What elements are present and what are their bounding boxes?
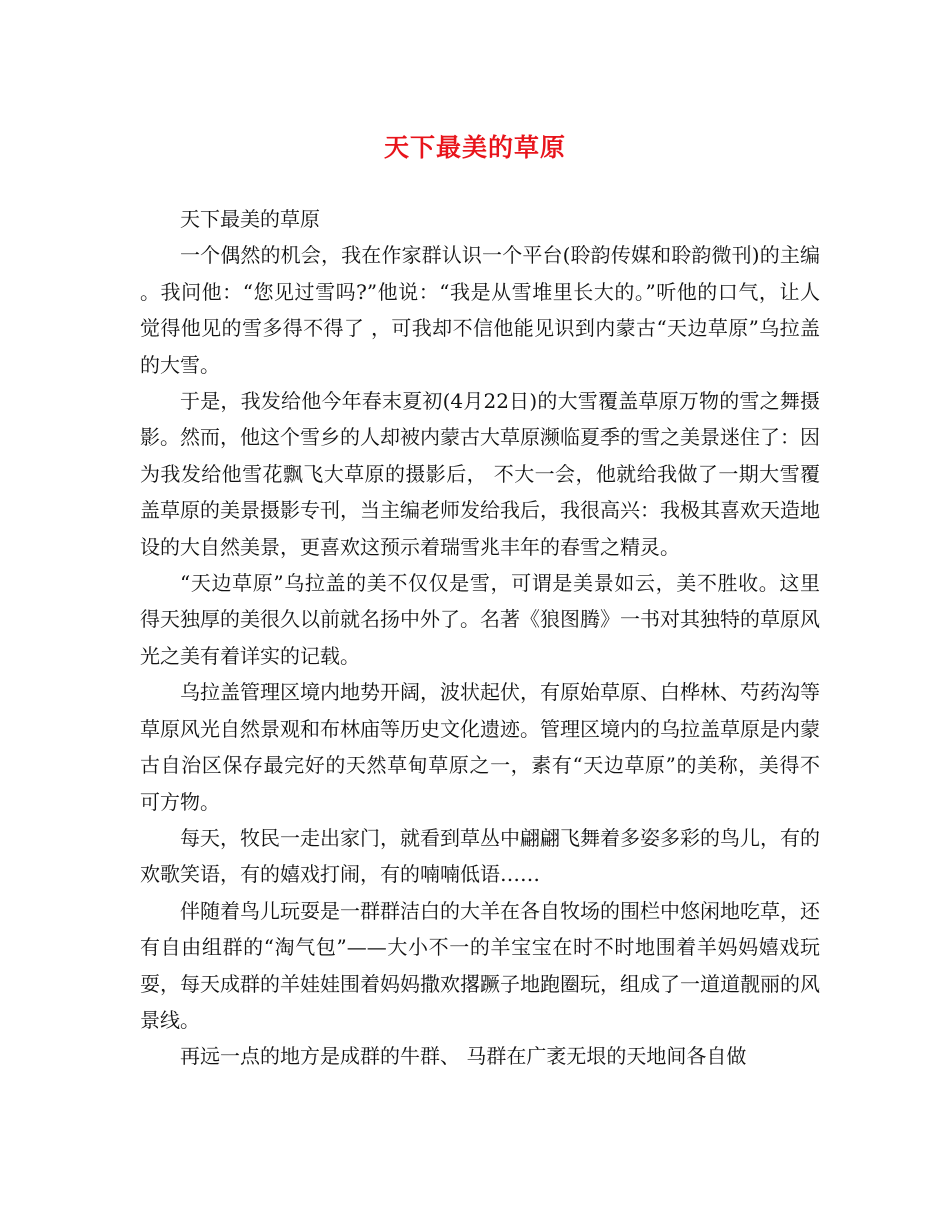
document-title: 天下最美的草原: [383, 133, 566, 162]
paragraph: “天边草原”乌拉盖的美不仅仅是雪，可谓是美景如云，美不胜收。这里得天独厚的美很久以前就名扬中外了。名著《狼图腾》一书对其独特的草原风光之美有着详实的记载。: [140, 571, 820, 668]
paragraph-subtitle: 天下最美的草原: [180, 207, 320, 231]
paragraph: 乌拉盖管理区境内地势开阔，波状起伏，有原始草原、白桦林、芍药沟等草原风光自然景观和布林庙等历史文化遗迹。管理区境内的乌拉盖草原是内蒙古自治区保存最完好的天然草甸草原之一，素有“天边草原”的美称，美得不可方物。: [140, 680, 820, 814]
paragraph: 一个偶然的机会，我在作家群认识一个平台(聆韵传媒和聆韵微刊)的主编 。我问他：“您见过雪吗?”他说：“我是从雪堆里长大的。”听他的口气，让人觉得他见的雪多得不得了 ，可我却不信他能见识到内蒙古“天边草原”乌拉盖的大雪。: [140, 243, 820, 377]
paragraph: 每天，牧民一走出家门，就看到草丛中翩翩飞舞着多姿多彩的鸟儿，有的欢歌笑语，有的嬉戏打闹，有的喃喃低语……: [140, 825, 820, 887]
document-body: [140, 201, 820, 1075]
paragraph: 伴随着鸟儿玩耍是一群群洁白的大羊在各自牧场的围栏中悠闲地吃草，还有自由组群的“淘气包”——大小不一的羊宝宝在时不时地围着羊妈妈嬉戏玩耍，每天成群的羊娃娃围着妈妈撒欢撂蹶子地跑圈玩，组成了一道道靓丽的风景线。: [140, 898, 820, 1032]
paragraph: 于是，我发给他今年春末夏初(4月22日)的大雪覆盖草原万物的雪之舞摄影。然而，他这个雪乡的人却被内蒙古大草原濒临夏季的雪之美景迷住了：因为我发给他雪花飘飞大草原的摄影后， 不大一会，他就给我做了一期大雪覆盖草原的美景摄影专刊，当主编老师发给我后，我很高兴：我极其喜欢天造地设的大自然美景，更喜欢这预示着瑞雪兆丰年的春雪之精灵。: [140, 389, 820, 559]
paragraph: 再远一点的地方是成群的牛群、 马群在广袤无垠的天地间各自做: [180, 1044, 747, 1069]
